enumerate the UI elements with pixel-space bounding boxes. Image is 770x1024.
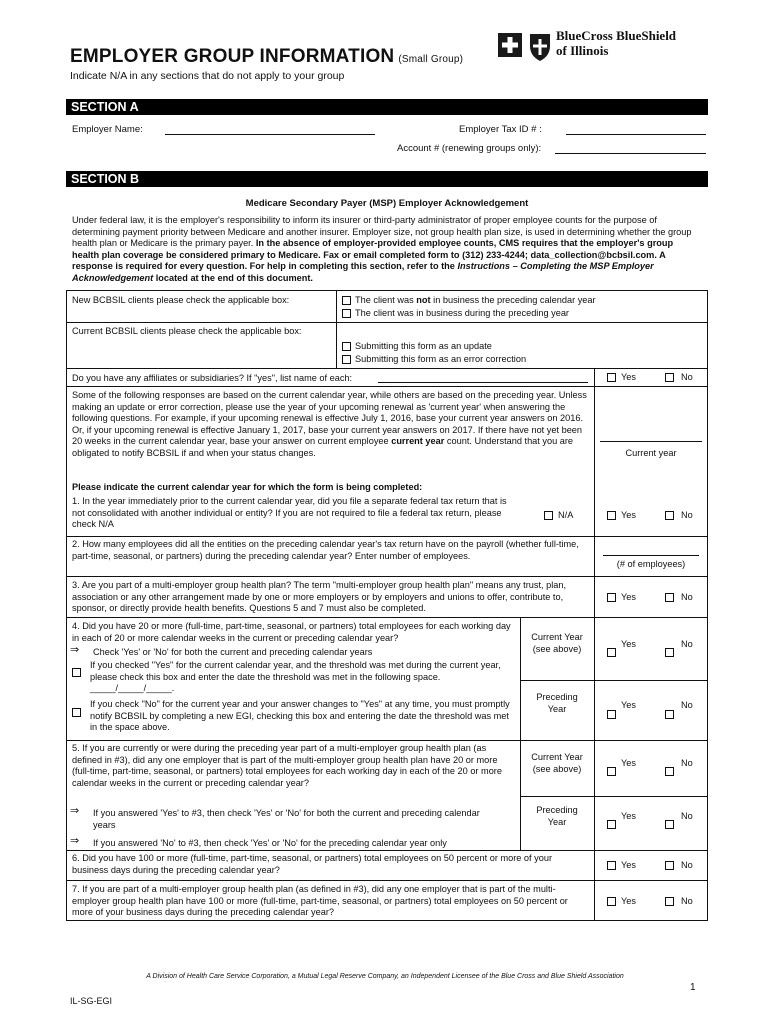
affiliates-field[interactable]: [378, 373, 588, 383]
affiliates-no-checkbox[interactable]: [665, 373, 674, 382]
q1-na-label: N/A: [558, 510, 574, 520]
q5-preceding-no-checkbox[interactable]: [665, 820, 674, 829]
page-subtitle: Indicate N/A in any sections that do not apply to your group: [70, 70, 345, 82]
current-year-label: Current year: [625, 448, 677, 458]
current-year-field[interactable]: [600, 440, 702, 442]
q4-current-yes-checkbox[interactable]: [607, 648, 616, 657]
section-b-header: SECTION B: [66, 171, 708, 187]
section-a-header: SECTION A: [66, 99, 708, 115]
question-7: 7. If you are part of a multi-employer group health plan (as defined in #3), did any one employer that is part of the multi-employer group health plan have 100 or more (full-time, part-time, seasonal, or partners) total employees on 50 percent or more of your business days during the preceding calendar year?: [72, 884, 568, 917]
question-6: 6. Did you have 100 or more (full-time, part-time, seasonal, or partners) total employees on 50 percent or more of your business days during the preceding calendar year?: [72, 853, 553, 875]
question-2: 2. How many employees did all the entities on the preceding calendar year's tax return have on the payroll (whether full-time, part-time, seasonal, or partners) during the preceding calendar year? Enter number of employees.: [72, 539, 579, 561]
q5-preceding-no-label: No: [681, 811, 693, 821]
q5-current-yes-checkbox[interactable]: [607, 767, 616, 776]
arrow-icon: ⇒: [70, 644, 80, 656]
q6-yes-checkbox[interactable]: [607, 861, 616, 870]
affiliates-question: Do you have any affiliates or subsidiaries? If "yes", list name of each:: [72, 373, 353, 383]
current-clients-label: Current BCBSIL clients please check the applicable box:: [72, 326, 302, 336]
current-option-1: Submitting this form as an update: [355, 341, 492, 351]
q7-no-checkbox[interactable]: [665, 897, 674, 906]
q1-no-checkbox[interactable]: [665, 511, 674, 520]
q5-current-no-checkbox[interactable]: [665, 767, 674, 776]
q4-current-no-checkbox[interactable]: [665, 648, 674, 657]
question-1: 1. In the year immediately prior to the current calendar year, did you file a separate federal tax return that is not consolidated with another individual or entity? If you are not required to file a federal tax return, please check N/A: [72, 496, 507, 529]
q4-preceding-no-checkbox[interactable]: [665, 710, 674, 719]
new-in-business-checkbox[interactable]: [342, 309, 351, 318]
account-label: Account # (renewing groups only):: [397, 143, 542, 154]
question-5: 5. If you are currently or were during the preceding year part of a multi-employer group health plan (as defined in #3), did any one employer that is part of the multi-employer group health plan have 20 or more (full-time, part-time, seasonal, or partners) total employees for each working day in each of the 20 or more calendar weeks in the current or preceding calendar year?: [72, 743, 502, 788]
account-field[interactable]: [555, 143, 706, 154]
arrow-icon: ⇒: [70, 805, 80, 817]
employer-name-label: Employer Name:: [72, 124, 143, 135]
q5-preceding-year-label: Preceding Year: [536, 805, 578, 827]
q4-notify-checkbox[interactable]: [72, 708, 81, 717]
arrow-icon: ⇒: [70, 835, 80, 847]
q4-instruction: Check 'Yes' or 'No' for both the current and preceding calendar years: [93, 647, 373, 657]
q4-preceding-year-label: Preceding Year: [536, 692, 578, 714]
q4-preceding-yes-label: Yes: [621, 700, 636, 710]
new-clients-label: New BCBSIL clients please check the applicable box:: [72, 295, 290, 305]
footer-disclaimer: A Division of Health Care Service Corporation, a Mutual Legal Reserve Company, an Independent Licensee of the Blue Cross and Blue Shield Association: [146, 973, 624, 980]
update-checkbox[interactable]: [342, 342, 351, 351]
q4-current-yes-label: Yes: [621, 639, 636, 649]
indicate-year-label: Please indicate the current calendar year for which the form is being completed:: [72, 482, 423, 492]
new-not-in-business-checkbox[interactable]: [342, 296, 351, 305]
form-id: IL-SG-EGI: [70, 996, 113, 1006]
new-option-1: The client was not in business the preceding calendar year: [355, 295, 596, 305]
q3-no-label: No: [681, 592, 693, 602]
q1-yes-checkbox[interactable]: [607, 511, 616, 520]
q4-threshold-checkbox[interactable]: [72, 668, 81, 677]
q5-current-year-label: Current Year (see above): [531, 752, 583, 774]
q4-preceding-yes-checkbox[interactable]: [607, 710, 616, 719]
q3-yes-label: Yes: [621, 592, 636, 602]
q7-yes-label: Yes: [621, 896, 636, 906]
affiliates-yes-label: Yes: [621, 372, 636, 382]
q5-current-no-label: No: [681, 758, 693, 768]
affiliates-no-label: No: [681, 372, 693, 382]
q7-yes-checkbox[interactable]: [607, 897, 616, 906]
q4-threshold-text: If you checked "Yes" for the current calendar year, and the threshold was met during the current year, please check this box and enter the date the threshold was met in the following space. _____/_____/_____.: [90, 660, 501, 693]
affiliates-yes-checkbox[interactable]: [607, 373, 616, 382]
q4-notify-text: If you check "No" for the current year and your answer changes to "Yes" at any time, you must promptly notify BCBSIL by completing a new EGI, checking this box and entering the date the threshold was met in the space above.: [90, 699, 510, 732]
question-4: 4. Did you have 20 or more (full-time, part-time, seasonal, or partners) total employees for each working day in each of 20 or more calendar weeks in the current or preceding calendar year?: [72, 621, 511, 643]
error-correction-checkbox[interactable]: [342, 355, 351, 364]
q1-na-checkbox[interactable]: [544, 511, 553, 520]
q1-no-label: No: [681, 510, 693, 520]
q5-yes-instruction: If you answered 'Yes' to #3, then check 'Yes' or 'No' for both the current and preceding calendar years: [93, 808, 480, 830]
employee-count-label: (# of employees): [616, 559, 686, 569]
question-3: 3. Are you part of a multi-employer group health plan? The term "multi-employer group health plan" means any trust, plan, association or any other arrangement made by one or more employers or by employers and unions to offer, contribute to, sponsor, or directly provide health benefits. Questions 5 and 7 must also be completed.: [72, 580, 567, 613]
q5-preceding-yes-label: Yes: [621, 811, 636, 821]
q6-no-checkbox[interactable]: [665, 861, 674, 870]
q6-no-label: No: [681, 860, 693, 870]
logo-wordmark: BlueCross BlueShield of Illinois: [556, 28, 677, 58]
bcbs-logo-icon: [497, 30, 555, 64]
q7-no-label: No: [681, 896, 693, 906]
q4-preceding-no-label: No: [681, 700, 693, 710]
page-number: 1: [690, 982, 696, 993]
q6-yes-label: Yes: [621, 860, 636, 870]
q3-no-checkbox[interactable]: [665, 593, 674, 602]
tax-id-field[interactable]: [566, 124, 706, 135]
q5-preceding-yes-checkbox[interactable]: [607, 820, 616, 829]
q1-yes-label: Yes: [621, 510, 636, 520]
q5-current-yes-label: Yes: [621, 758, 636, 768]
page-title: EMPLOYER GROUP INFORMATION (Small Group): [70, 46, 464, 67]
q5-no-instruction: If you answered 'No' to #3, then check 'Yes' or 'No' for the preceding calendar year only: [93, 838, 447, 848]
employee-count-field[interactable]: [603, 548, 699, 556]
msp-intro: Under federal law, it is the employer's responsibility to inform its insurer or third-party administrator of proper employee counts for the purpose of determining payment priority between Medicare and another insurer. Employer size, not group health plan size, is used in determining whether the group health plan or Medicare is the primary payer. In the absence of employer-provided employee counts, CMS requires that the employer's group health plan coverage be considered primary to Medicare. Fax or email completed form to (312) 233-4244; data_collection@bcbsil.com. A response is required for every question. For help in completing this section, refer to the Instructions – Completing the MSP Employer Acknowledgement located at the end of this document.: [72, 215, 692, 283]
q3-yes-checkbox[interactable]: [607, 593, 616, 602]
msp-title: Medicare Secondary Payer (MSP) Employer Acknowledgement: [245, 198, 529, 209]
title-suffix: (Small Group): [398, 54, 464, 65]
employer-name-field[interactable]: [165, 124, 375, 135]
new-option-2: The client was in business during the preceding year: [355, 308, 569, 318]
tax-id-label: Employer Tax ID # :: [459, 124, 542, 135]
q4-current-no-label: No: [681, 639, 693, 649]
current-option-2: Submitting this form as an error correction: [355, 354, 527, 364]
calendar-instructions: Some of the following responses are based on the current calendar year, while others are based on the preceding year. Unless making an update or error correction, please use the year of your upcoming renewal as 'current year' when answering the following questions. For example, if your upcoming renewal is effective July 1, 2016, base your current year answers on 2016. Or, if your upcoming renewal is effective January 1, 2017, base your current year answers on 2017. If there have not yet been 20 weeks in the current calendar year, base your answer on current employee current year count. Understand that you are obligated to notify BCBSIL if and when your status changes.: [72, 390, 587, 458]
q4-current-year-label: Current Year (see above): [531, 632, 583, 654]
